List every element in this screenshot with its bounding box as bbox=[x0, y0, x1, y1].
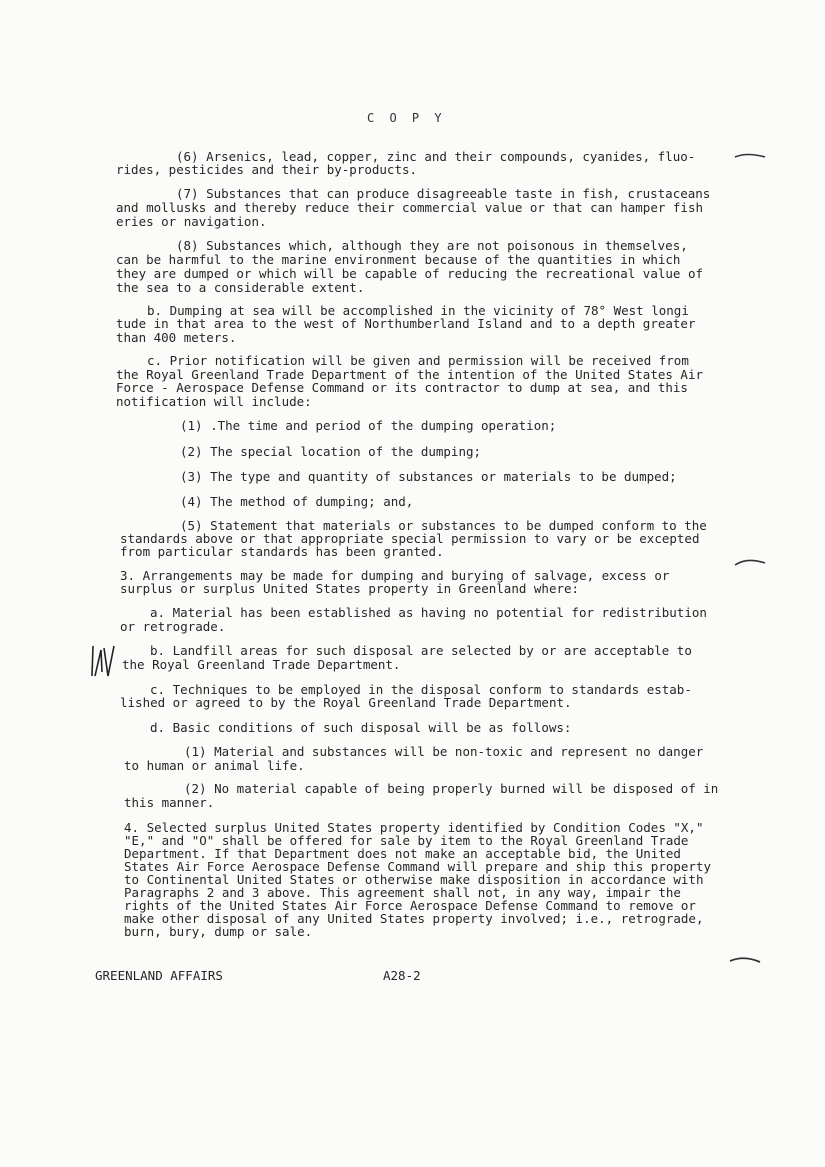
para-3-line-1: 3. Arrangements may be made for dumping and burying of salvage, excess or bbox=[120, 568, 670, 583]
para-3a-line-1: a. Material has been established as having no potential for redistribution bbox=[150, 605, 707, 620]
para-c-line-1: c. Prior notification will be given and permission will be received from bbox=[147, 353, 689, 368]
item-8-line-4: the sea to a considerable extent. bbox=[116, 280, 365, 295]
para-4-line-3: Department. If that Department does not make an acceptable bid, the United bbox=[124, 846, 681, 861]
item-6-line-1: (6) Arsenics, lead, copper, zinc and their compounds, cyanides, fluo- bbox=[176, 149, 696, 164]
page-number: A28-2 bbox=[383, 968, 421, 983]
footer-title: GREENLAND AFFAIRS bbox=[95, 968, 223, 983]
para-3a-line-2: or retrograde. bbox=[120, 619, 226, 634]
item-7-line-2: and mollusks and thereby reduce their commercial value or that can hamper fish bbox=[116, 200, 703, 215]
para-4-line-4: States Air Force Aerospace Defense Command will prepare and ship this property bbox=[124, 859, 711, 874]
item-6-line-2: rides, pesticides and their by-products. bbox=[116, 162, 418, 177]
para-4-line-8: make other disposal of any United States property involved; i.e., retrograde, bbox=[124, 911, 704, 926]
para-4-line-1: 4. Selected surplus United States property identified by Condition Codes "X," bbox=[124, 820, 704, 835]
para-b-line-3: than 400 meters. bbox=[116, 330, 237, 345]
condition-2-line-2: this manner. bbox=[124, 795, 215, 810]
notice-item-4: (4) The method of dumping; and, bbox=[180, 494, 414, 509]
para-c-line-2: the Royal Greenland Trade Department of the intention of the United States Air bbox=[116, 367, 703, 382]
notice-item-1: (1) .The time and period of the dumping operation; bbox=[180, 418, 557, 433]
para-b-line-1: b. Dumping at sea will be accomplished in the vicinity of 78° West longi bbox=[147, 303, 689, 318]
margin-dash-mark bbox=[733, 555, 769, 569]
para-c-line-4: notification will include: bbox=[116, 394, 312, 409]
para-c-line-3: Force - Aerospace Defense Command or its contractor to dump at sea, and this bbox=[116, 380, 688, 395]
item-8-line-1: (8) Substances which, although they are not poisonous in themselves, bbox=[176, 238, 688, 253]
notice-item-3: (3) The type and quantity of substances or materials to be dumped; bbox=[180, 469, 677, 484]
para-3c-line-2: lished or agreed to by the Royal Greenland Trade Department. bbox=[120, 695, 572, 710]
para-b-line-2: tude in that area to the west of Northumberland Island and to a depth greater bbox=[116, 316, 696, 331]
item-7-line-1: (7) Substances that can produce disagreeable taste in fish, crustaceans bbox=[176, 186, 711, 201]
para-3d: d. Basic conditions of such disposal will be as follows: bbox=[150, 720, 572, 735]
para-3b-line-1: b. Landfill areas for such disposal are selected by or are acceptable to bbox=[150, 643, 692, 658]
notice-item-2: (2) The special location of the dumping; bbox=[180, 444, 482, 459]
para-3b-line-2: the Royal Greenland Trade Department. bbox=[122, 657, 401, 672]
para-4-line-5: to Continental United States or otherwise make disposition in accordance with bbox=[124, 872, 704, 887]
para-3-line-2: surplus or surplus United States property in Greenland where: bbox=[120, 581, 580, 596]
notice-item-5-line-3: from particular standards has been granted. bbox=[120, 544, 444, 559]
para-3c-line-1: c. Techniques to be employed in the disposal conform to standards estab- bbox=[150, 682, 692, 697]
item-8-line-2: can be harmful to the marine environment because of the quantities in which bbox=[116, 252, 681, 267]
copy-header: C O P Y bbox=[367, 111, 446, 125]
margin-scribble-mark bbox=[88, 642, 118, 682]
margin-dash-mark bbox=[733, 148, 769, 162]
item-7-line-3: eries or navigation. bbox=[116, 214, 267, 229]
item-8-line-3: they are dumped or which will be capable of reducing the recreational value of bbox=[116, 266, 703, 281]
para-4-line-7: rights of the United States Air Force Aerospace Defense Command to remove or bbox=[124, 898, 696, 913]
notice-item-5-line-2: standards above or that appropriate special permission to vary or be excepted bbox=[120, 531, 700, 546]
condition-1-line-2: to human or animal life. bbox=[124, 758, 305, 773]
para-4-line-6: Paragraphs 2 and 3 above. This agreement shall not, in any way, impair the bbox=[124, 885, 681, 900]
condition-1-line-1: (1) Material and substances will be non-toxic and represent no danger bbox=[184, 744, 704, 759]
para-4-line-2: "E," and "O" shall be offered for sale by item to the Royal Greenland Trade bbox=[124, 833, 689, 848]
notice-item-5-line-1: (5) Statement that materials or substances to be dumped conform to the bbox=[180, 518, 707, 533]
margin-dash-mark bbox=[728, 953, 764, 967]
condition-2-line-1: (2) No material capable of being properly burned will be disposed of in bbox=[184, 781, 719, 796]
para-4-line-9: burn, bury, dump or sale. bbox=[124, 924, 313, 939]
